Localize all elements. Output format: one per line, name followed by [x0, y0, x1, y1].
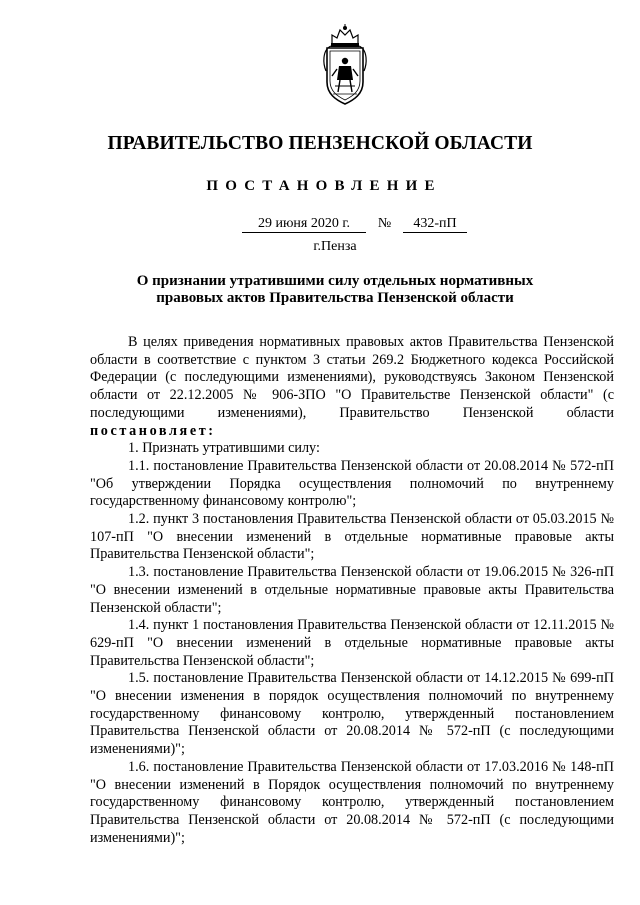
resolves-word: постановляет:	[90, 422, 216, 439]
subject-line: правовых актов Правительства Пензенской области	[156, 290, 514, 306]
clause-1: 1. Признать утратившими силу:	[128, 440, 320, 457]
clause-1-1: 1.1. постановление Правительства Пензенской области от 20.08.2014 № 572-пП "Об утверждении Порядка осуществления полномочий по внутреннему государственному финансовому контролю";	[90, 457, 614, 510]
subject-line: О признании утратившими силу отдельных нормативных	[136, 273, 534, 289]
document-body	[90, 334, 614, 847]
clause-1-6: 1.6. постановление Правительства Пензенской области от 17.03.2016 № 148-пП "О внесении изменений в Порядок осуществления полномочий по внутреннему государственному финансовому контролю, утвержденный постановлением Правительства Пензенской области от 20.08.2014 № 572-пП (с последующими изменениями)";	[90, 758, 614, 846]
preamble-text: В целях приведения нормативных правовых актов Правительства Пензенской области в соответствие с пунктом 3 статьи 269.2 Бюджетного кодекса Российской Федерации (с последующими изменениями), руководствуясь Законом Пензенской области от 22.12.2005 № 906-ЗПО "О Правительстве Пензенской области" (с последующими изменениями), Правительство Пензенской области	[90, 334, 614, 421]
city-line: г.Пенза	[313, 239, 357, 254]
coat-of-arms-icon	[318, 24, 372, 106]
clause-1-5: 1.5. постановление Правительства Пензенской области от 14.12.2015 № 699-пП "О внесении изменения в порядок осуществления полномочий по внутреннему государственному финансовому контролю, утвержденный постановлением Правительства Пензенской области от 20.08.2014 № 572-пП (с последующими изменениями)";	[90, 670, 614, 758]
clause-1-3: 1.3. постановление Правительства Пензенской области от 19.06.2015 № 326-пП "О внесении изменений в отдельные нормативные правовые акты Правительства Пензенской области";	[90, 564, 614, 616]
government-title: ПРАВИТЕЛЬСТВО ПЕНЗЕНСКОЙ ОБЛАСТИ	[107, 133, 533, 154]
document-subject	[0, 273, 640, 307]
document-date: 29 июня 2020 г.	[242, 216, 366, 233]
number-sign: №	[377, 216, 392, 231]
clause-1-4: 1.4. пункт 1 постановления Правительства Пензенской области от 12.11.2015 № 629-пП "О внесении изменений в отдельные нормативные правовые акты Правительства Пензенской области";	[90, 617, 614, 669]
preamble-paragraph	[90, 334, 614, 440]
clause-1-2: 1.2. пункт 3 постановления Правительства Пензенской области от 05.03.2015 № 107-пП "О внесении изменений в отдельные нормативные правовые акты Правительства Пензенской области";	[90, 511, 614, 563]
document-number: 432-пП	[403, 216, 467, 233]
date-number-line	[242, 216, 467, 233]
document-type-heading: ПОСТАНОВЛЕНИЕ	[206, 178, 442, 194]
